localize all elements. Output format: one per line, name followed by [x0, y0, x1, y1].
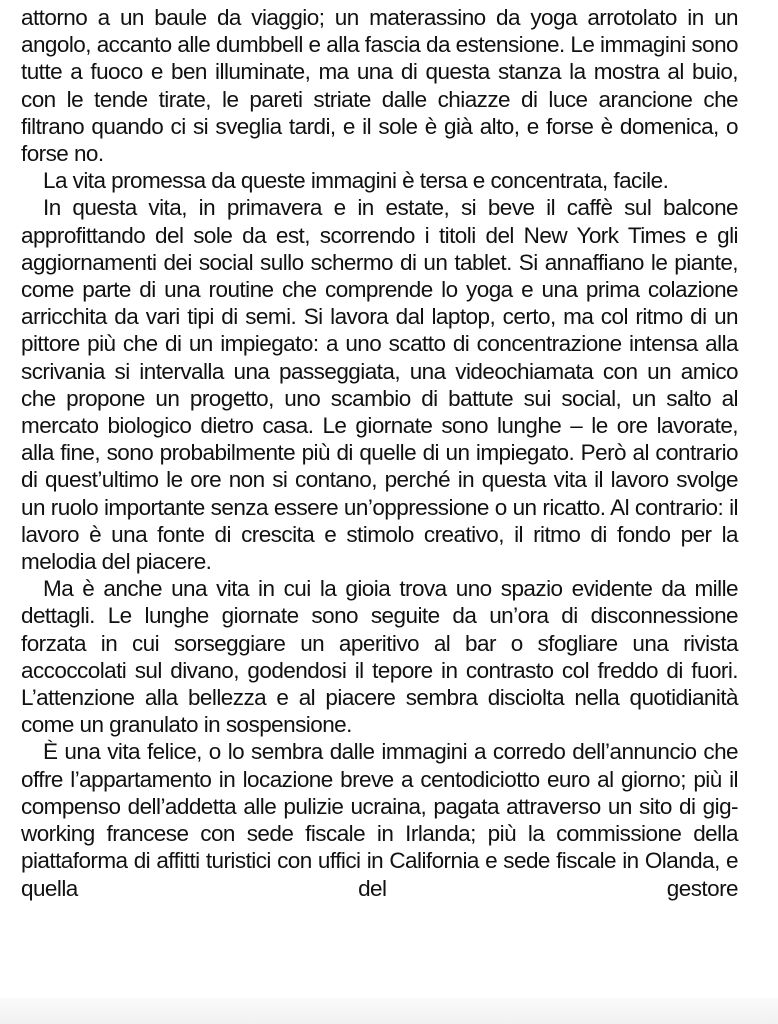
paragraph-3: In questa vita, in primavera e in estate, si beve il caffè sul balcone approfittando del sole da est, scorrendo i titoli del New York Times e gli aggiornamenti dei social sullo schermo di un tablet. Si annaffiano le piante, come parte di una routine che comprende lo yoga e una prima colazione arricchita da vari tipi di semi. Si lavora dal laptop, certo, ma col ritmo di un pittore più che di un impiegato: a uno scatto di concentrazione intensa alla scrivania si intervalla una passeggiata, una videochiamata con un amico che propone un progetto, uno scambio di battute sui social, un salto al mercato biologico dietro casa. Le giornate sono lunghe – le ore lavorate, alla fine, sono probabilmente più di quelle di un impiegato. Però al contrario di quest’ultimo le ore non si contano, perché in questa vita il lavoro svolge un ruolo importante senza essere un’oppressione o un ricatto. Al contrario: il lavoro è una fonte di crescita e stimolo creativo, il ritmo di fondo per la melodia del piacere.: [21, 195, 738, 575]
page-bottom-edge: [0, 998, 778, 1024]
paragraph-5: È una vita felice, o lo sembra dalle immagini a corredo dell’annuncio che offre l’appartamento in locazione breve a centodiciotto euro al giorno; più il compenso dell’addetta alle pulizie ucraina, pagata attraverso un sito di gig-working francese con sede fiscale in Irlanda; più la commissione della piattaforma di affitti turistici con uffici in California e sede fiscale in Olanda, e quella del gestore: [21, 739, 738, 901]
paragraph-1: attorno a un baule da viaggio; un materassino da yoga arrotolato in un angolo, accanto alle dumbbell e alla fascia da estensione. Le immagini sono tutte a fuoco e ben illuminate, ma una di questa stanza la mostra al buio, con le tende tirate, le pareti striate dalle chiazze di luce arancione che filtrano quando ci si sveglia tardi, e il sole è già alto, e forse è domenica, o forse no.: [21, 5, 738, 167]
document-page: [21, 4, 738, 902]
paragraph-2: La vita promessa da queste immagini è tersa e concentrata, facile.: [43, 168, 669, 194]
paragraph-4: Ma è anche una vita in cui la gioia trova uno spazio evidente da mille dettagli. Le lunghe giornate sono seguite da un’ora di disconnessione forzata in cui sorseggiare un aperitivo al bar o sfogliare una rivista accoccolati sul divano, godendosi il tepore in contrasto col freddo di fuori. L’attenzione alla bellezza e al piacere sembra disciolta nella quotidianità come un granulato in sospensione.: [21, 576, 738, 738]
